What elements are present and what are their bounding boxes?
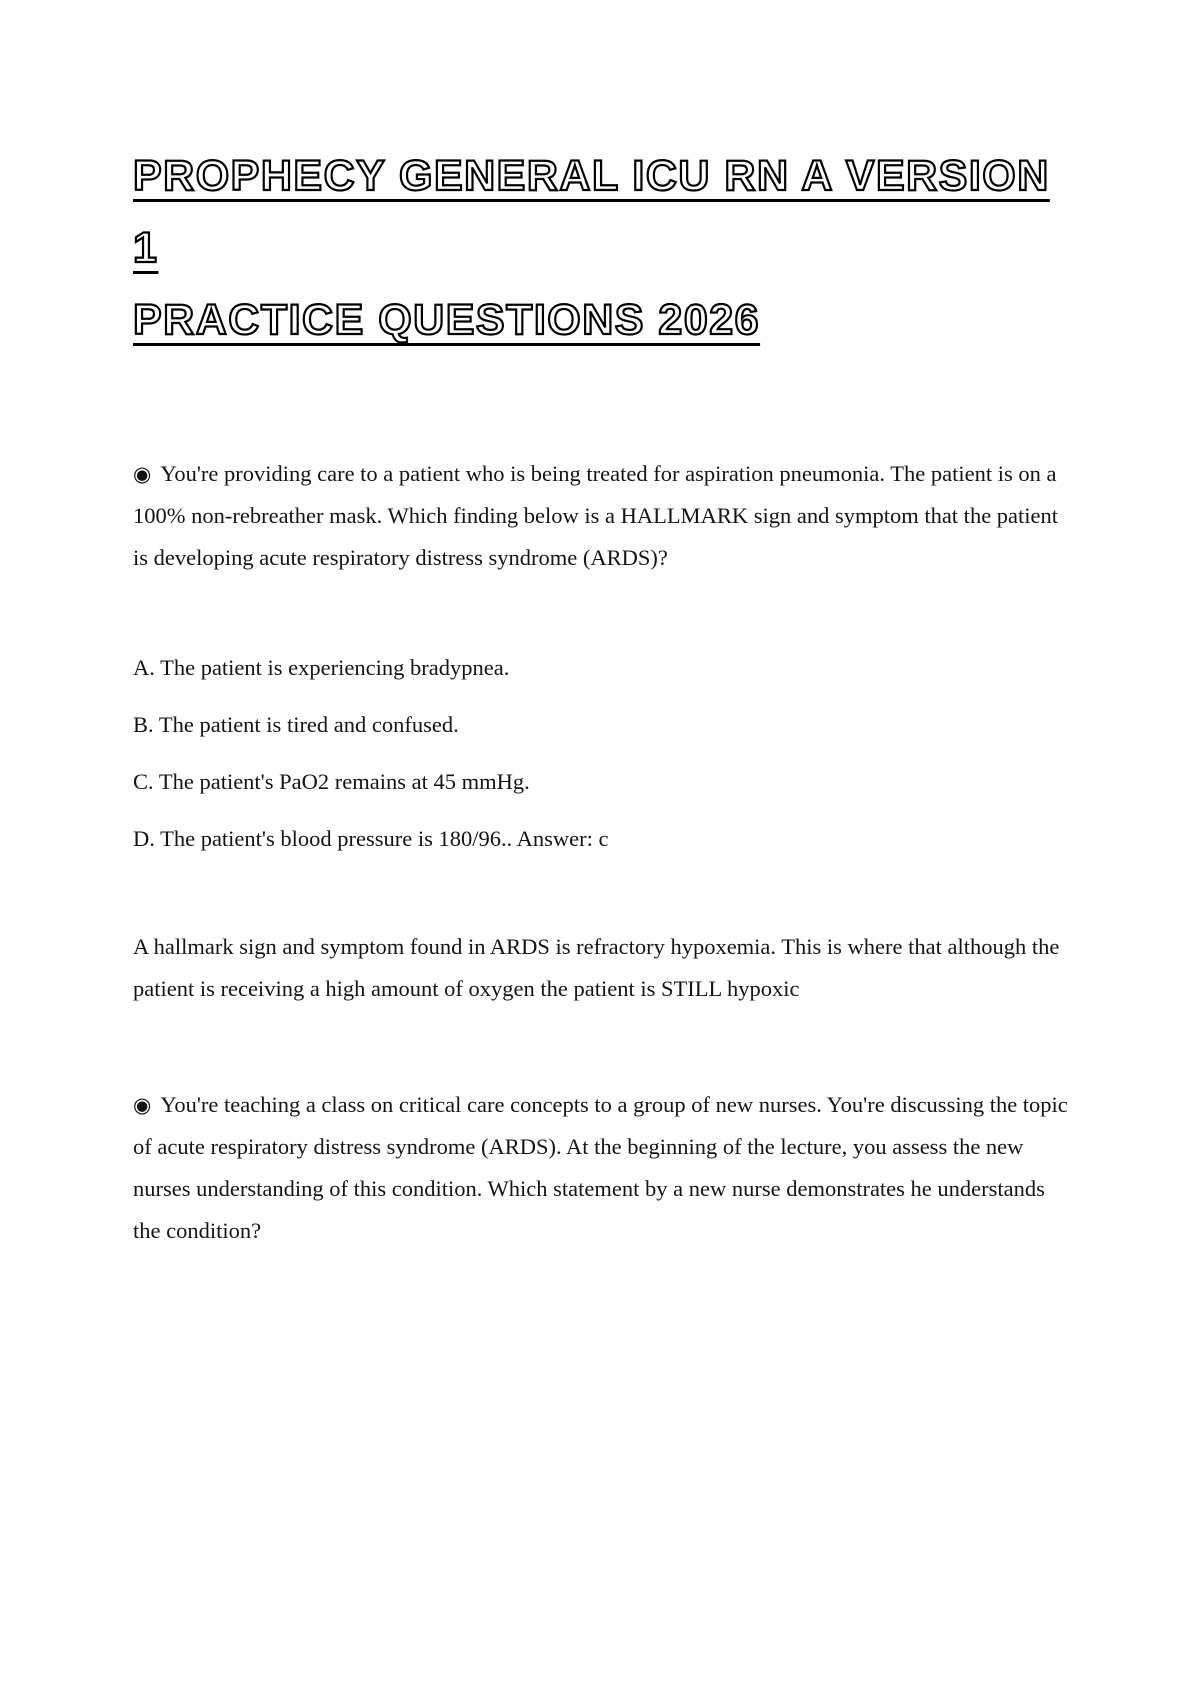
- question-1: [133, 453, 1075, 579]
- page-title-line-1: PROPHECY GENERAL ICU RN A VERSION 1: [133, 152, 1050, 273]
- question-2: [133, 1084, 1075, 1252]
- question-1-option-b: B. The patient is tired and confused.: [133, 711, 459, 737]
- question-1-options: [133, 647, 1075, 860]
- question-1-option-c: C. The patient's PaO2 remains at 45 mmHg.: [133, 768, 530, 794]
- question-1-option-d: D. The patient's blood pressure is 180/96.. Answer: c: [133, 825, 609, 851]
- question-1-option-a: A. The patient is experiencing bradypnea.: [133, 654, 510, 680]
- bullet-icon: ◉: [133, 1092, 152, 1117]
- question-1-text: You're providing care to a patient who is being treated for aspiration pneumonia. The patient is on a 100% non-rebreather mask. Which finding below is a HALLMARK sign and symptom that the patient is developing acute respiratory distress syndrome (ARDS)?: [133, 460, 1059, 570]
- bullet-icon: ◉: [133, 461, 152, 486]
- question-1-explanation: A hallmark sign and symptom found in ARDS is refractory hypoxemia. This is where that although the patient is receiving a high amount of oxygen the patient is STILL hypoxic: [133, 933, 1060, 1001]
- page-title: [133, 140, 1075, 357]
- page-title-line-2: PRACTICE QUESTIONS 2026: [133, 296, 761, 345]
- question-2-text: You're teaching a class on critical care concepts to a group of new nurses. You're discussing the topic of acute respiratory distress syndrome (ARDS). At the beginning of the lecture, you assess the new nurses understanding of this condition. Which statement by a new nurse demonstrates he understands the condition?: [133, 1091, 1068, 1243]
